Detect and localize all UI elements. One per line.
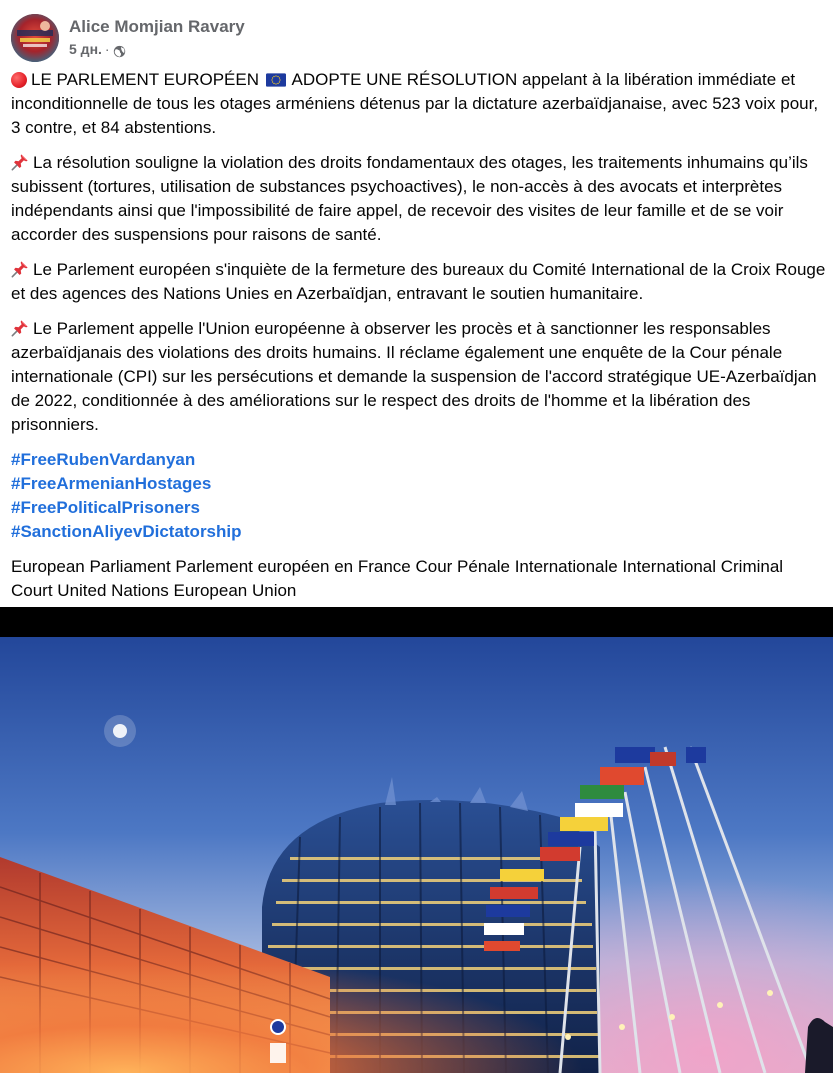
hashtag-list	[11, 448, 826, 544]
paragraph-4-text: Le Parlement appelle l'Union européenne à observer les procès et à sanctionner les responsables azerbaïdjanais des violations des droits humains. Il réclame également une enquête de la Cour pénale internationale (CPI) sur les persécutions et demande la suspension de l'accord stratégique UE-Azerbaïdjan de 2022, conditionnée à des améliorations sur le respect des droits de l'homme et la libération des prisonniers.	[11, 319, 817, 434]
paragraph-1-part-1: LE PARLEMENT EUROPÉEN	[31, 70, 259, 89]
post-timestamp[interactable]: 5 дн.	[69, 41, 102, 57]
post-header	[11, 14, 245, 62]
pushpin-icon	[11, 260, 29, 278]
post-message	[11, 68, 826, 603]
hashtag-link[interactable]: #SanctionAliyevDictatorship	[11, 522, 242, 541]
post-meta	[69, 39, 245, 59]
paragraph-1-part-2: ADOPTE UNE RÉSOLUTION appelant à la libération immédiate et inconditionnelle de tous les otages arméniens détenus par la dictature azerbaïdjanaise, avec 523 voix pour, 3 contre, et 84 abstentions.	[11, 70, 819, 137]
hashtag-link[interactable]: #FreeRubenVardanyan	[11, 450, 196, 469]
european-parliament-building-photo	[0, 607, 833, 1073]
post-photo[interactable]	[0, 607, 833, 1073]
pushpin-icon	[11, 319, 29, 337]
author-block	[69, 16, 245, 59]
hashtag-link[interactable]: #FreePoliticalPrisoners	[11, 498, 200, 517]
post-paragraph-1	[11, 68, 826, 140]
avatar-image-icon	[11, 14, 59, 62]
author-avatar[interactable]	[11, 14, 59, 62]
meta-separator: ·	[104, 41, 110, 57]
author-name[interactable]: Alice Momjian Ravary	[69, 17, 245, 36]
page-tags-line: European Parliament Parlement européen en France Cour Pénale Internationale International Criminal Court United Nations European Union	[11, 557, 784, 600]
post-paragraph-3	[11, 258, 826, 306]
post-paragraph-2	[11, 151, 826, 247]
red-circle-icon	[11, 72, 27, 88]
eu-flag-icon	[266, 73, 286, 87]
post-paragraph-4	[11, 317, 826, 437]
globe-icon[interactable]	[113, 43, 126, 56]
paragraph-2-text: La résolution souligne la violation des droits fondamentaux des otages, les traitements inhumains qu’ils subissent (tortures, utilisation de substances psychoactives), le non-accès à des avocats et interprètes indépendants ainsi que l'impossibilité de faire appel, de recevoir des visites de leur famille et de se voir accorder des suspensions pour raisons de santé.	[11, 153, 808, 244]
pushpin-icon	[11, 153, 29, 171]
hashtag-link[interactable]: #FreeArmenianHostages	[11, 474, 212, 493]
paragraph-3-text: Le Parlement européen s'inquiète de la fermeture des bureaux du Comité International de la Croix Rouge et des agences des Nations Unies en Azerbaïdjan, entravant le soutien humanitaire.	[11, 260, 826, 303]
